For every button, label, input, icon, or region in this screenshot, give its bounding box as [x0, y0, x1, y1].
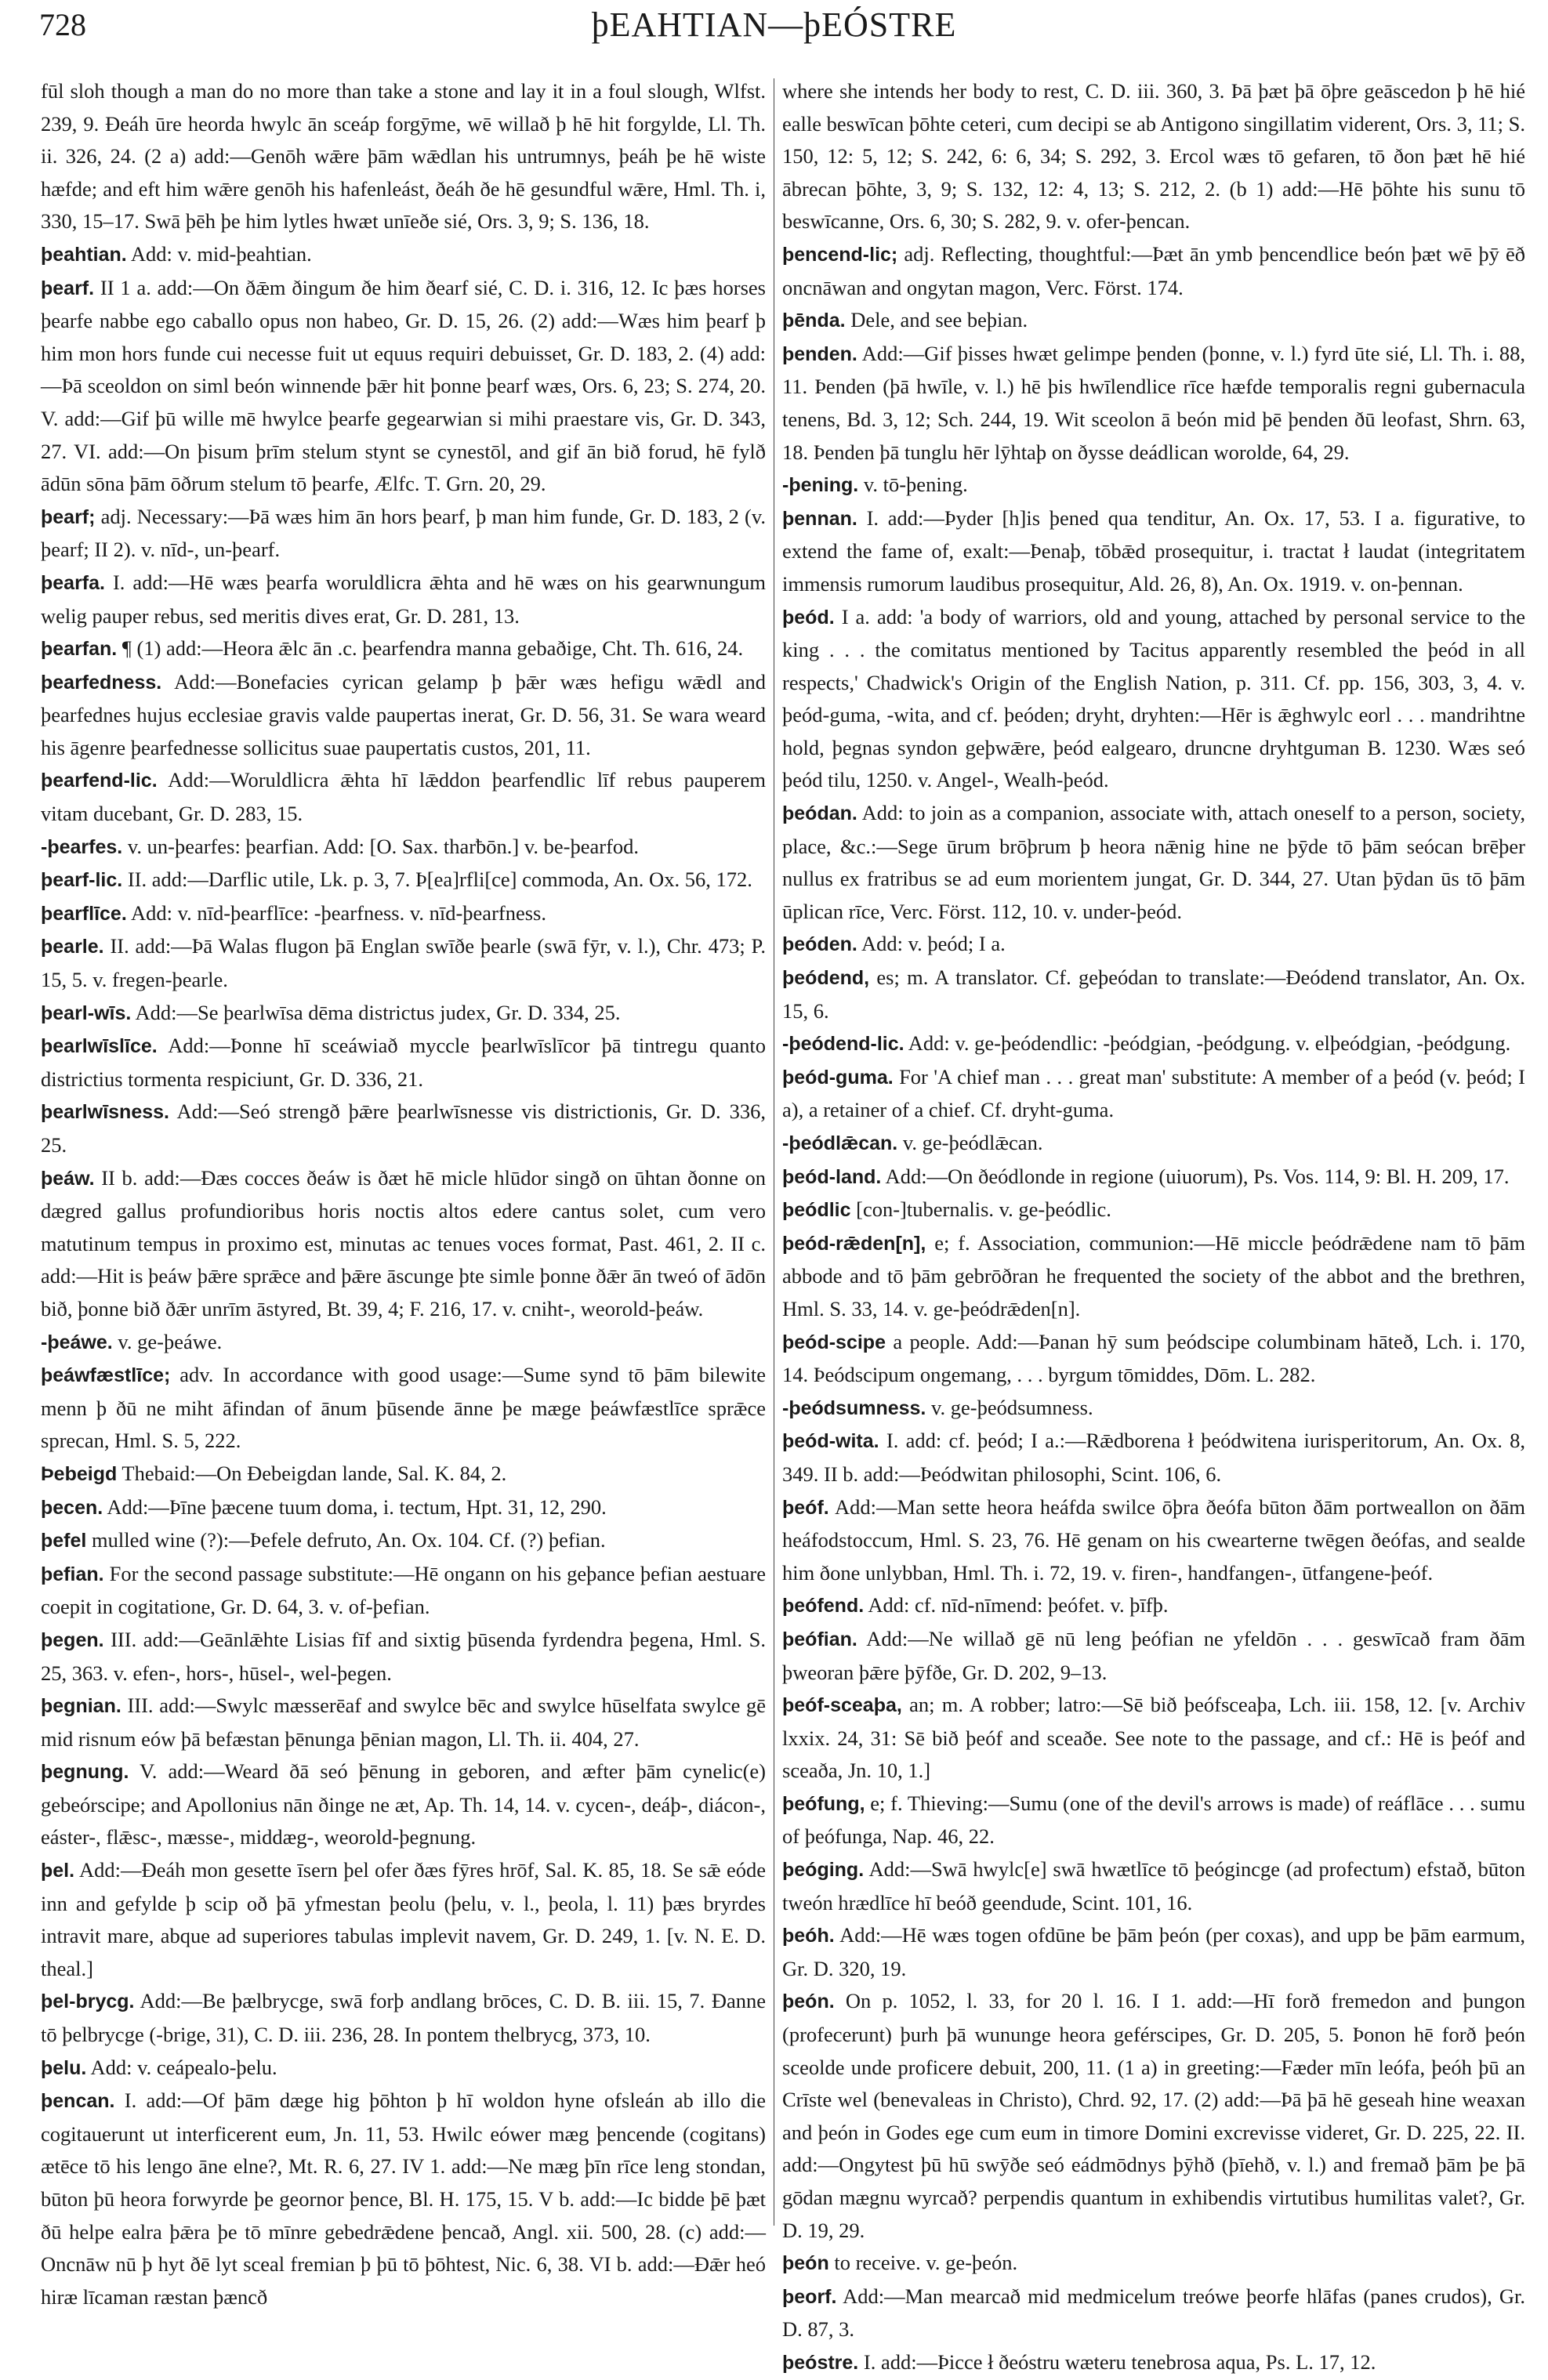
headword: þennan. — [782, 507, 857, 530]
headword: -þearfes. — [41, 835, 123, 858]
entry-text: Add: to join as a companion, associate with, attach oneself to a person, society, place, &c.:—Sege ūrum brōþrum þ heora nǣnig hine ne þȳde tō þām seócan brēþer nullus ex fratribus se ad eum morientem jungat, Gr. D. 344, 27. Utan þȳdan ūs tō þām ūplican rīce, Verc. Först. 112, 10. v. under-þeód. — [782, 801, 1525, 923]
entry-text: Add: v. mid-þeahtian. — [126, 241, 312, 266]
entry-text: Add: cf. nīd-nīmend: þeófet. v. þīfþ. — [864, 1593, 1169, 1617]
headword: þeód-wita. — [782, 1430, 879, 1453]
dictionary-entry — [41, 1458, 766, 1491]
entry-text: Add: v. þeód; I a. — [857, 932, 1006, 956]
entry-text: II 1 a. add:—On ðǣm ðingum ðe him ðearf sié, C. D. i. 316, 12. Ic þæs horses þearfe nabbe ego caballo opus non habeo, Gr. D. 15, 26. (2) add:—Wæs him þearf þ him mon hors funde cui necesse fuit ut equus requiri debuisset, Gr. D. 183, 2. (4) add:—Þā sceoldon on siml beón winnende þǣr hit þonne þearf wæs, Ors. 6, 23; S. 274, 20. V. add:—Gif þū wille mē hwylce þearfe gegearwian si mihi praestare vis, Gr. D. 343, 27. VI. add:—On þisum þrīm stelum stynt se cynestōl, and gif ān bið forud, hē fylð ādūn sōna þām ōðrum stelum tō þearfe, Ælfc. T. Grn. 20, 29. — [41, 275, 766, 496]
dictionary-entry — [41, 567, 766, 632]
headword: þegen. — [41, 1628, 104, 1651]
entry-text: I. add: cf. þeód; I a.:—Rǣdborena ł þeódwitena iurisperitorum, An. Ox. 8, 349. II b. add:—Þeódwitan philosophi, Scint. 106, 6. — [782, 1429, 1525, 1486]
headword: þearf; — [41, 505, 96, 528]
dictionary-entry — [41, 666, 766, 765]
headword: þelu. — [41, 2056, 87, 2079]
headword: þeófian. — [782, 1628, 857, 1650]
headword: þeorf. — [782, 2285, 837, 2308]
entry-text: a people. Add:—Þanan hȳ sum þeódscipe columbinam hāteð, Lch. i. 170, 14. Þeódscipum ongemang, . . . byrgum tōmiddes, Dōm. L. 282. — [782, 1329, 1525, 1387]
dictionary-entry — [41, 1030, 766, 1096]
entry-text: Add:—On ðeódlonde in regione (uiuorum), Ps. Vos. 114, 9: Bl. H. 209, 17. — [881, 1164, 1510, 1188]
dictionary-entry — [782, 2247, 1525, 2280]
headword: -þeódend-lic. — [782, 1033, 905, 1056]
headword: þearflīce. — [41, 902, 127, 925]
headword: þeáwfæstlīce; — [41, 1364, 171, 1387]
headword: þearlwīsness. — [41, 1101, 169, 1124]
running-head: þEAHTIAN—þEÓSTRE — [591, 5, 957, 44]
entry-text: Dele, and see beþian. — [845, 308, 1028, 332]
dictionary-entry — [782, 1985, 1525, 2247]
dictionary-entry — [782, 928, 1525, 962]
dictionary-entry — [41, 1624, 766, 1690]
headword: þearf-lic. — [41, 869, 123, 892]
dictionary-entry — [782, 1227, 1525, 1326]
dictionary-entry — [41, 1558, 766, 1624]
entry-text: Add:—Se þearlwīsa dēma districtus judex, Gr. D. 334, 25. — [131, 1000, 621, 1024]
entry-text: II b. add:—Ðæs cocces ðeáw is ðæt hē micle hlūdor singð on ūhtan ðonne on dægred gallus profundioribus horis noctis altos edere cantus solet, cum vero matutinum tempus in proximo est, minutas ac tenues voces format, Past. 461, 2. II c. add:—Hit is þeáw þǣre sprǣce and þǣre āscunge þte simle þonne ðǣr ān tweó of ādōn bið, þonne bið ðǣr unrīm āstyred, Bt. 39, 4; F. 216, 17. v. cniht-, weorold-þeáw. — [41, 1165, 766, 1320]
dictionary-entry — [782, 1194, 1525, 1227]
entry-text: I. add:—Of þām dæge hig þōhton þ hī woldon hyne ofsleán ab illo die cogitauerunt ut interficerent eum, Jn. 11, 53. Hwilc eówer mæg þencende (cogitans) ætēce tō his lengo āne elne?, Mt. R. 6, 27. IV 1. add:—Ne mæg þīn rīce leng stondan, būton þū heora forwyrde þe geornor þence, Bl. H. 175, 15. V b. add:—Ic bidde þē þæt ðū helpe ealra þǣra þe tō mīnre gebedrǣdene þencað, Angl. xii. 500, 28. (c) add:—Oncnāw nū þ hyt ðē lyt sceal fremian þ þū tō þōhtest, Nic. 6, 38. VI b. add:—Ðǣr heó hiræ līcaman ræstan þæncð — [41, 2088, 766, 2309]
dictionary-entry — [782, 601, 1525, 798]
dictionary-entry — [782, 1161, 1525, 1194]
dictionary-entry — [41, 632, 766, 666]
entry-text: Add:—Seó strengð þǣre þearlwīsnesse vis districtionis, Gr. D. 336, 25. — [41, 1099, 766, 1157]
headword: þeón. — [782, 1991, 835, 2013]
dictionary-entry — [782, 338, 1525, 469]
dictionary-entry — [41, 1359, 766, 1458]
headword: þeód-guma. — [782, 1066, 894, 1089]
dictionary-entry — [41, 1690, 766, 1755]
headword: þearl-wīs. — [41, 1002, 132, 1024]
dictionary-entry — [41, 1162, 766, 1326]
entry-text: Add:—Þonne hī sceáwiað myccle þearlwīslīcor þā tintregu quanto districtius tormenta respiciunt, Gr. D. 336, 21. — [41, 1034, 766, 1091]
left-column — [41, 75, 766, 2313]
entry-text: e; f. Association, communion:—Hē miccle þeódrǣdene nam tō þām abbode and tō þām gebrōðran he frequented the society of the abbot and the brethren, Hml. S. 33, 14. v. ge-þeódrǣden[n]. — [782, 1230, 1525, 1320]
headword: þencend-lic; — [782, 243, 898, 266]
entry-text: v. ge-þeódlǣcan. — [897, 1131, 1043, 1154]
dictionary-entry — [782, 304, 1525, 338]
entry-text: Add: v. ge-þeódendlic: -þeódgian, -þeódgung. v. elþeódgian, -þeódgung. — [904, 1031, 1511, 1056]
headword: þearf. — [41, 277, 95, 299]
dictionary-entry — [41, 501, 766, 567]
headword: þearle. — [41, 936, 104, 958]
entry-text: adj. Reflecting, thoughtful:—Þæt ān ymb þencendlice beón þæt wē þȳ ēð oncnāwan and ongytan magon, Verc. Först. 174. — [782, 241, 1525, 299]
dictionary-entry — [782, 238, 1525, 304]
headword: þeód-rǣden[n], — [782, 1232, 926, 1255]
entry-text: V. add:—Weard ðā seó þēnung in geboren, and æfter þām cynelic(e) gebeórscipe; and Apollonius nān ðinge ne æt, Ap. Th. 14, 14. v. cycen-, deáþ-, diácon-, eáster-, flǣsc-, mæsse-, middæg-, weorold-þegnung. — [41, 1759, 766, 1849]
entry-text: Thebaid:—On Ðebeigdan lande, Sal. K. 84, 2. — [117, 1461, 507, 1485]
dictionary-entry — [41, 997, 766, 1031]
dictionary-entry — [782, 1623, 1525, 1689]
entry-text: to receive. v. ge-þeón. — [828, 2251, 1018, 2275]
entry-text: Add: v. ceápealo-þelu. — [86, 2055, 277, 2079]
headword: þeóstre. — [782, 2351, 859, 2374]
entry-text: v. un-þearfes: þearfian. Add: [O. Sax. tharƀōn.] v. be-þearfod. — [122, 834, 640, 858]
entry-text: Add:—Woruldlicra ǣhta hī lǣddon þearfendlic līf rebus pauperem vitam ducebant, Gr. D. 283, 15. — [41, 768, 766, 826]
entry-text: ¶ (1) add:—Heora ǣlc ān .c. þearfendra manna gebaðige, Cht. Th. 616, 24. — [117, 636, 744, 661]
headword: þeóh. — [782, 1925, 835, 1947]
entry-text: e; f. Thieving:—Sumu (one of the devil's arrows is made) of reáflāce . . . sumu of þeófunga, Nap. 46, 22. — [782, 1791, 1525, 1849]
headword: þeód-scipe — [782, 1331, 886, 1353]
entry-text: Add:—Þīne þæcene tuum doma, i. tectum, Hpt. 31, 12, 290. — [103, 1494, 607, 1519]
headword: þeóf-sceaþa, — [782, 1694, 902, 1717]
headword: þeódlic — [782, 1199, 851, 1222]
dictionary-entry — [41, 864, 766, 897]
dictionary-entry — [782, 2280, 1525, 2346]
headword: þearlwīslīce. — [41, 1035, 158, 1058]
dictionary-entry — [782, 75, 1525, 238]
dictionary-entry — [782, 1491, 1525, 1590]
dictionary-entry — [782, 797, 1525, 928]
entry-text: For the second passage substitute:—Hē ongann on his geþance þefian aestuare coepit in cogitatione, Gr. D. 64, 3. v. of-þefian. — [41, 1561, 766, 1619]
entry-text: fūl sloh though a man do no more than take a stone and lay it in a foul slough, Wlfst. 239, 9. Ðeáh ūre heorda hwylc ān sceáp forgȳme, wē willað þ hē hit forgylde, Ll. Th. ii. 326, 24. (2 a) add:—Genōh wǣre þām wǣdlan his untrumnys, þeáh þe hē wiste hæfde; and eft him wǣre genōh his hafenleást, ðeáh ðe hē gesundful wǣre, Hml. Th. i, 330, 15–17. Swā þēh þe him lytles hwæt unīeðe sié, Ors. 3, 9; S. 136, 18. — [41, 79, 766, 234]
dictionary-entry — [41, 2052, 766, 2085]
entry-text: I a. add: 'a body of warriors, old and young, attached by personal service to the king . . . the comitatus mentioned by Tacitus apparently resembled the þeód in all respects,' Chadwick's Origin of the English Nation, p. 311. Cf. pp. 156, 303, 3, 4. v. þeód-guma, -wita, and cf. þeóden; dryht, dryhten:—Hēr is ǣghwylc eorl . . . mandrihtne hold, þegnas syndon geþwǣre, þeód ealgearo, druncne dryhtguman B. 1230. Wæs seó þeód tilu, 1250. v. Angel-, Wealh-þeód. — [782, 604, 1525, 792]
entry-text: Add:—Hē wæs togen ofdūne be þām þeón (per coxas), and upp be þām earmum, Gr. D. 320, 19. — [782, 1923, 1525, 1980]
headword: þencan. — [41, 2090, 115, 2113]
dictionary-entry — [41, 897, 766, 931]
headword: þegnian. — [41, 1695, 121, 1718]
entry-text: Add:—Ðeáh mon gesette īsern þel ofer ðæs fȳres hrōf, Sal. K. 85, 18. Se sǣ eóde inn and gefylde þ scip oð þā yfmestan þeolu (þelu, v. l., þeola, l. 11) þæs bryrdes intravit mare, abque ad superiores tabulas implevit navem, Gr. D. 249, 1. [v. N. E. D. theal.] — [41, 1858, 766, 1980]
entry-text: II. add:—Þā Walas flugon þā Englan swīðe þearle (swā fȳr, v. l.), Chr. 473; P. 15, 5. v. fregen-þearle. — [41, 934, 766, 992]
page-number: 728 — [39, 7, 86, 42]
dictionary-entry — [782, 1326, 1525, 1392]
headword: þefel — [41, 1530, 87, 1552]
entry-text: Add:—Ne willað gē nū leng þeófian ne yfeldōn . . . geswīcað fram ðām þweoran þǣre þȳfðe, Gr. D. 202, 9–13. — [782, 1626, 1525, 1684]
entry-text: [con-]tubernalis. v. ge-þeódlic. — [850, 1197, 1111, 1222]
entry-text: adj. Necessary:—Þā wæs him ān hors þearf, þ man him funde, Gr. D. 183, 2 (v. þearf; II 2). v. nīd-, un-þearf. — [41, 504, 766, 562]
headword: þeódan. — [782, 802, 857, 825]
entry-text: es; m. A translator. Cf. geþeódan to translate:—Ðeódend translator, An. Ox. 15, 6. — [782, 965, 1525, 1023]
entry-text: II. add:—Darflic utile, Lk. p. 3, 7. Þ[ea]rfli[ce] commoda, An. Ox. 56, 172. — [122, 868, 752, 892]
headword: þeóden. — [782, 933, 857, 956]
entry-text: mulled wine (?):—Þefele defruto, An. Ox. 104. Cf. (?) þefian. — [86, 1528, 606, 1552]
headword: þeódend, — [782, 967, 870, 990]
dictionary-entry — [782, 1425, 1525, 1491]
entry-text: v. ge-þeódsumness. — [926, 1395, 1093, 1419]
headword: þeáw. — [41, 1167, 95, 1190]
headword: þefian. — [41, 1563, 104, 1585]
headword: þearfend-lic. — [41, 770, 158, 792]
dictionary-entry — [782, 1127, 1525, 1161]
entry-text: an; m. A robber; latro:—Sē bið þeófsceaþa, Lch. iii. 158, 12. [v. Archiv lxxix. 24, 31: Sē bið þeóf and sceaðe. See note to the passage, and cf.: Hē is þeóf and sceaða, Jn. 10, 1.] — [782, 1693, 1525, 1783]
headword: þeód-land. — [782, 1165, 882, 1188]
entry-text: Add:—Man mearcað mid medmicelum treówe þeorfe hlāfas (panes crudos), Gr. D. 87, 3. — [782, 2284, 1525, 2342]
headword: þeahtian. — [41, 243, 127, 266]
entry-text: Add: v. nīd-þearflīce: -þearfness. v. nīd-þearfness. — [126, 900, 546, 925]
entry-text: I. add:—Hē wæs þearfa woruldlicra ǣhta and hē wæs on his gearwnungum welig pauper rebus, sed meritis dives erat, Gr. D. 281, 13. — [41, 570, 766, 628]
entry-text: Add:—Gif þisses hwæt gelimpe þenden (þonne, v. l.) fyrd ūte sié, Ll. Th. i. 88, 11. Þenden (þā hwīle, v. l.) hē þis hwīlendlice rīce hæfde temporalis regni gubernacula tenens, Bd. 3, 12; Sch. 244, 19. Wit sceolon ā beón mid þē þenden ðū leofast, Shrn. 63, 18. Þenden þā tunglu hēr lȳhtaþ on ðysse deádlican worolde, 64, 29. — [782, 341, 1525, 464]
entry-text: III. add:—Swylc mæsserēaf and swylce bēc and swylce hūselfata swylce gē mid risnum eów þā befæstan þēnunga þēnian magon, Ll. Th. ii. 404, 27. — [41, 1694, 766, 1751]
entry-text: where she intends her body to rest, C. D. iii. 360, 3. Þā þæt þā ōþre geāscedon þ hē hié ealle beswīcan þōhte ceteri, cum decipi se ab Antigono singillatim viderent, Ors. 3, 11; S. 150, 12: 5, 12; S. 242, 6: 6, 34; S. 292, 3. Ercol wæs tō gefaren, tō ðon þæt hē hié ābrecan þōhte, 3, 9; S. 132, 12: 4, 13; S. 212, 2. (b 1) add:—Hē þōhte his sunu tō beswīcanne, Ors. 6, 30; S. 282, 9. v. ofer-þencan. — [782, 79, 1525, 234]
entry-text: For 'A chief man . . . great man' substitute: A member of a þeód (v. þeód; I a), a retainer of a chief. Cf. dryht-guma. — [782, 1064, 1525, 1122]
headword: Þebeigd — [41, 1462, 118, 1485]
headword: þecen. — [41, 1496, 103, 1519]
dictionary-entry — [41, 1524, 766, 1558]
dictionary-entry — [782, 1061, 1525, 1127]
entry-text: On p. 1052, l. 33, for 20 l. 16. I 1. add:—Hī forð fremedon and þungon (profecerunt) þurh þā wununge heora geférscipes, Gr. D. 205, 5. Þonon hē forð þeón sceolde unde proficere debuit, 200, 11. (1 a) in greeting:—Fæder mīn leófa, þeóh þū an Crīste wel (benevaleas in Christo), Chrd. 92, 17. (2) add:—Þā þā hē geseah hine weaxan and þeón in Godes ege cum eum in timore Domini excrevisse videret, Gr. D. 225, 22. II. add:—Ongytest þū hū swȳðe seó eádmōdnys þȳhð (þīehð, v. l.) and fremað þām þe þā gōdan mægnu wyrcað? perpendis quantum in exhibendis virtutibus humilitas valet?, Gr. D. 19, 29. — [782, 1989, 1525, 2242]
headword: þeóging. — [782, 1859, 865, 1882]
dictionary-entry — [41, 1326, 766, 1360]
dictionary-entry — [41, 831, 766, 864]
entry-text: adv. In accordance with good usage:—Sume synd tō þām bilewite menn þ ðū ne miht āfindan of ānum þūsende ānne þe mæge þeáwfæstlīce sprǣce sprecan, Hml. S. 5, 222. — [41, 1363, 766, 1453]
headword: þenden. — [782, 342, 857, 365]
dictionary-entry — [41, 1096, 766, 1161]
entry-text: III. add:—Geānlǣhte Lisias fīf and sixtig þūsenda fyrdendra þegena, Hml. S. 25, 363. v. efen-, hors-, hūsel-, wel-þegen. — [41, 1627, 766, 1685]
headword: þeón — [782, 2252, 829, 2275]
entry-text: Add:—Bonefacies cyrican gelamp þ þǣr wæs hefigu wǣdl and þearfednes hujus ecclesiae gravis valde paupertas inerat, Gr. D. 56, 31. Se wara weard his āgenre þearfednesse sollicitus suae paupertatis custos, 201, 11. — [41, 669, 766, 759]
dictionary-entry — [41, 238, 766, 272]
dictionary-entry — [41, 75, 766, 238]
dictionary-entry — [782, 1027, 1525, 1061]
dictionary-entry — [41, 1755, 766, 1854]
headword: þēnda. — [782, 310, 846, 332]
headword: -þeódsumness. — [782, 1396, 926, 1419]
dictionary-entry — [41, 930, 766, 996]
dictionary-entry — [782, 1392, 1525, 1425]
headword: -þeódlǣcan. — [782, 1132, 898, 1154]
entry-text: I. add:—Þicce ł ðeóstru wæteru tenebrosa aqua, Ps. L. 17, 12. — [858, 2349, 1376, 2374]
entry-text: Add:—Swā hwylc[e] swā hwætlīce tō þeógincge (ad profectum) efstað, būton tweón hrædlīce hī beóð geendude, Scint. 101, 16. — [782, 1857, 1525, 1915]
entry-text: v. ge-þeáwe. — [112, 1329, 223, 1353]
dictionary-entry — [782, 1919, 1525, 1985]
dictionary-entry — [41, 1854, 766, 1985]
headword: þeófend. — [782, 1595, 865, 1617]
headword: þegnung. — [41, 1761, 129, 1784]
dictionary-entry — [782, 1589, 1525, 1623]
entry-text: v. tō-þening. — [858, 473, 968, 497]
entry-text: Add:—Man sette heora heáfda swilce ōþra ðeófa būton ðām portweallon on ðām heáfodstoccum, Hml. S. 23, 76. Hē genam on his cwearterne twēgen ðeófas, and sealde him ðone unlybban, Hml. Th. i. 72, 19. v. firen-, handfangen-, ūtfangene-þeóf. — [782, 1494, 1525, 1585]
dictionary-entry — [782, 962, 1525, 1027]
entry-text: I. add:—Þyder [h]is þened qua tenditur, An. Ox. 17, 53. I a. figurative, to extend the fame of, exalt:—Þenaþ, tōbǣd prosequitur, i. tractat ł laudat (integritatem immensis rumorum laudibus prosequitur, Ald. 26, 8), An. Ox. 1919. v. on-þennan. — [782, 505, 1525, 596]
headword: þearfan. — [41, 638, 118, 661]
entry-text: Add:—Be þælbrycge, swā forþ andlang brōces, C. D. B. iii. 15, 7. Ðanne tō þelbrycge (-brige, 31), C. D. iii. 236, 28. In pontem thelbrycg, 373, 10. — [41, 1989, 766, 2047]
dictionary-entry — [41, 764, 766, 830]
dictionary-entry — [41, 2085, 766, 2313]
dictionary-entry — [782, 1788, 1525, 1853]
headword: -þeáwe. — [41, 1331, 113, 1353]
dictionary-entry — [782, 502, 1525, 601]
headword: þearfedness. — [41, 671, 162, 694]
right-column — [782, 75, 1525, 2380]
headword: þeófung, — [782, 1792, 865, 1815]
headword: þeóf. — [782, 1496, 829, 1519]
dictionary-entry — [41, 1985, 766, 2051]
dictionary-entry — [782, 469, 1525, 502]
headword: þel-brycg. — [41, 1991, 135, 2013]
headword: þearfa. — [41, 571, 105, 594]
dictionary-entry — [41, 1491, 766, 1525]
dictionary-entry — [41, 272, 766, 501]
dictionary-entry — [782, 1689, 1525, 1788]
headword: þel. — [41, 1860, 75, 1882]
headword: þeód. — [782, 606, 835, 629]
dictionary-entry — [782, 1853, 1525, 1919]
headword: -þening. — [782, 474, 859, 497]
dictionary-entry — [782, 2346, 1525, 2380]
